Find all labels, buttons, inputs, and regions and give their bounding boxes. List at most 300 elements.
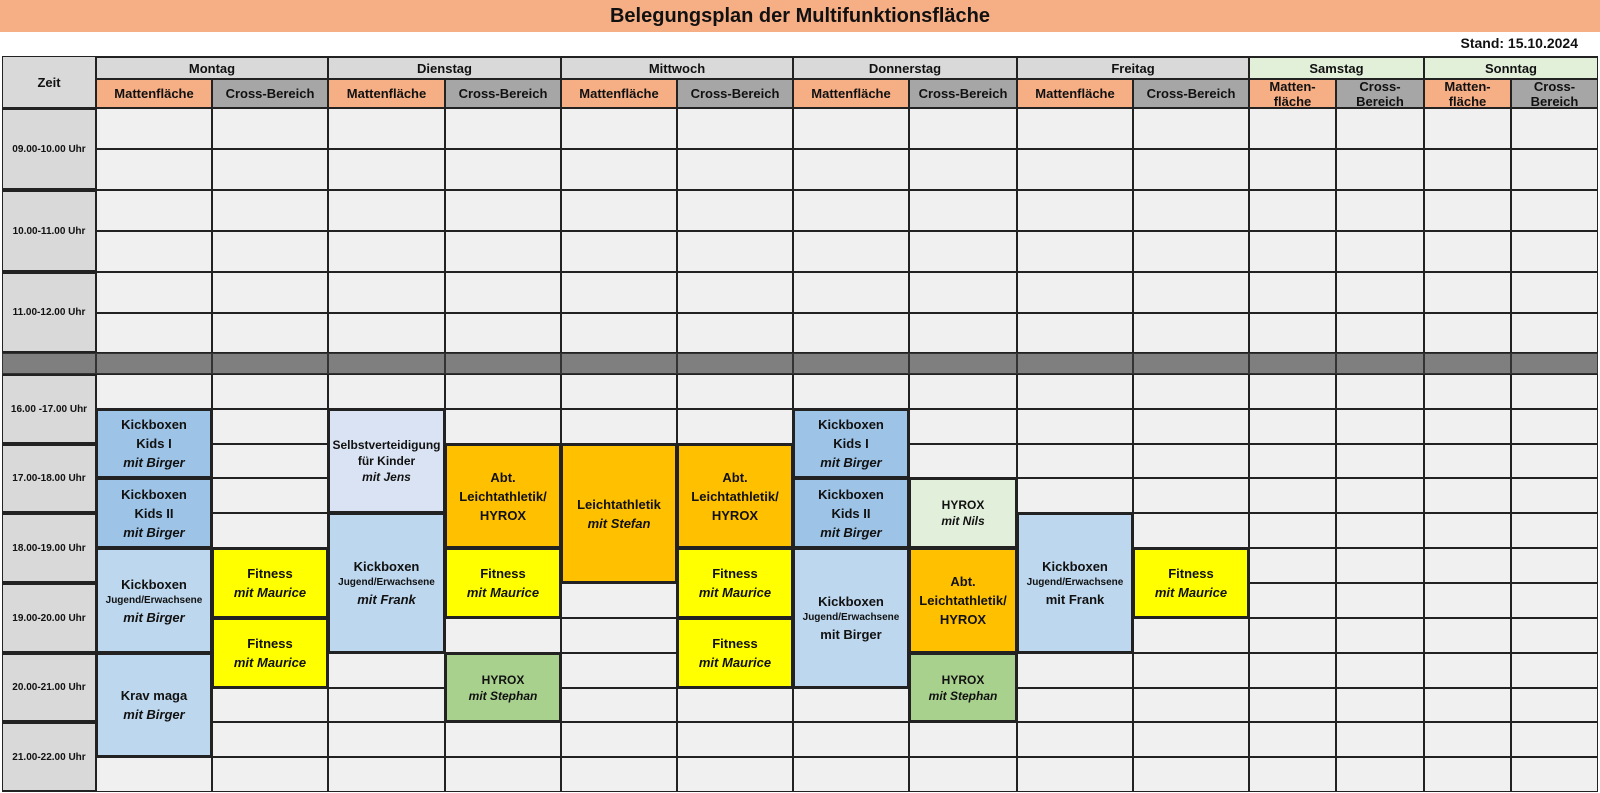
event-trainer: mit Maurice [1154, 585, 1228, 600]
event-trainer: mit Jens [362, 470, 411, 484]
empty-slot [1511, 548, 1598, 583]
event-title: Leichtathletik/ [919, 593, 1007, 608]
event-block[interactable] [96, 409, 212, 478]
empty-slot [677, 313, 793, 353]
event-trainer: mit Maurice [698, 655, 772, 670]
empty-slot [96, 190, 212, 231]
event-title: Leichtathletik/ [459, 488, 547, 504]
empty-slot [793, 272, 909, 313]
empty-slot [212, 272, 328, 313]
event-block[interactable] [445, 653, 561, 722]
mattenflaeche-header: Mattenfläche [561, 79, 677, 108]
event-block[interactable] [909, 548, 1017, 653]
event-title: Selbstverteidigung [332, 438, 441, 452]
event-trainer: mit Maurice [233, 585, 307, 600]
empty-slot [1017, 409, 1133, 444]
day-header: Samstag [1249, 56, 1424, 79]
empty-slot [1336, 444, 1424, 478]
event-title: HYROX [479, 507, 527, 523]
empty-slot [909, 374, 1017, 409]
empty-slot [1511, 688, 1598, 722]
day-header: Mittwoch [561, 56, 793, 79]
empty-slot [561, 757, 677, 792]
empty-slot [677, 757, 793, 792]
mattenflaeche-header: Matten- fläche [1249, 79, 1336, 108]
event-title: Fitness [712, 636, 758, 651]
event-title: für Kinder [357, 454, 416, 468]
empty-slot [1511, 653, 1598, 688]
empty-slot [1511, 374, 1598, 409]
empty-slot [1133, 653, 1249, 688]
empty-slot [445, 231, 561, 272]
empty-slot [677, 409, 793, 444]
event-block[interactable] [445, 444, 561, 548]
empty-slot [909, 149, 1017, 190]
empty-slot [1133, 231, 1249, 272]
empty-slot [445, 374, 561, 409]
event-block[interactable] [96, 478, 212, 548]
empty-slot [1511, 272, 1598, 313]
empty-slot [1133, 190, 1249, 231]
event-title: HYROX [941, 672, 985, 687]
event-title: Abt. [490, 469, 516, 485]
event-title: Abt. [950, 574, 976, 589]
empty-slot [561, 374, 677, 409]
empty-slot [909, 231, 1017, 272]
empty-slot [1336, 478, 1424, 513]
break-separator [2, 353, 96, 374]
empty-slot [1336, 722, 1424, 757]
event-block[interactable] [328, 409, 445, 513]
event-block[interactable] [909, 478, 1017, 548]
empty-slot [1249, 583, 1336, 618]
empty-slot [445, 757, 561, 792]
empty-slot [212, 374, 328, 409]
empty-slot [328, 757, 445, 792]
empty-slot [1336, 313, 1424, 353]
empty-slot [561, 409, 677, 444]
empty-slot [445, 149, 561, 190]
event-block[interactable] [677, 618, 793, 688]
break-separator [445, 353, 561, 374]
empty-slot [1336, 231, 1424, 272]
mattenflaeche-header: Mattenfläche [96, 79, 212, 108]
empty-slot [212, 108, 328, 149]
event-title: Kickboxen [818, 486, 884, 502]
time-label: 21.00-22.00 Uhr [2, 722, 96, 792]
cross-bereich-header: Cross-Bereich [445, 79, 561, 108]
empty-slot [1017, 688, 1133, 722]
empty-slot [1017, 374, 1133, 409]
empty-slot [445, 108, 561, 149]
event-block[interactable] [445, 548, 561, 618]
mattenflaeche-header: Mattenfläche [793, 79, 909, 108]
event-group: Jugend/Erwachsene [1026, 577, 1124, 588]
empty-slot [1336, 618, 1424, 653]
empty-slot [793, 313, 909, 353]
event-trainer: mit Birger [820, 627, 882, 642]
empty-slot [1017, 149, 1133, 190]
empty-slot [1249, 313, 1336, 353]
day-header: Montag [96, 56, 328, 79]
empty-slot [1336, 688, 1424, 722]
event-block[interactable] [677, 548, 793, 618]
empty-slot [1424, 444, 1511, 478]
empty-slot [1511, 513, 1598, 548]
empty-slot [1133, 313, 1249, 353]
event-block[interactable] [96, 548, 212, 653]
empty-slot [1424, 313, 1511, 353]
empty-slot [1336, 409, 1424, 444]
event-block[interactable] [677, 444, 793, 548]
event-block[interactable] [793, 409, 909, 478]
event-group: Jugend/Erwachsene [105, 594, 203, 606]
break-separator [1249, 353, 1336, 374]
cross-bereich-header: Cross-Bereich [212, 79, 328, 108]
empty-slot [1249, 653, 1336, 688]
empty-slot [1424, 231, 1511, 272]
empty-slot [677, 149, 793, 190]
event-trainer: mit Birger [820, 524, 882, 540]
empty-slot [561, 108, 677, 149]
empty-slot [445, 722, 561, 757]
time-label: 16.00 -17.00 Uhr [2, 374, 96, 444]
break-separator [96, 353, 212, 374]
empty-slot [1249, 444, 1336, 478]
empty-slot [1017, 444, 1133, 478]
event-title: Kids I [833, 436, 869, 451]
empty-slot [1017, 272, 1133, 313]
event-trainer: mit Stephan [928, 688, 998, 703]
empty-slot [212, 149, 328, 190]
event-title: Fitness [247, 566, 293, 581]
event-trainer: mit Frank [357, 592, 416, 607]
empty-slot [1017, 231, 1133, 272]
empty-slot [1424, 653, 1511, 688]
mattenflaeche-header: Matten- fläche [1424, 79, 1511, 108]
empty-slot [212, 478, 328, 513]
empty-slot [1133, 108, 1249, 149]
day-header: Dienstag [328, 56, 561, 79]
event-title: Kickboxen [353, 559, 420, 574]
empty-slot [793, 688, 909, 722]
empty-slot [1424, 108, 1511, 149]
empty-slot [561, 190, 677, 231]
empty-slot [96, 313, 212, 353]
empty-slot [1424, 583, 1511, 618]
event-group: Jugend/Erwachsene [338, 577, 435, 588]
empty-slot [1017, 653, 1133, 688]
empty-slot [793, 108, 909, 149]
empty-slot [677, 722, 793, 757]
empty-slot [909, 444, 1017, 478]
event-trainer: mit Frank [1045, 592, 1105, 607]
empty-slot [445, 409, 561, 444]
event-block[interactable] [1133, 548, 1249, 618]
event-trainer: mit Stefan [587, 515, 651, 531]
empty-slot [96, 757, 212, 792]
empty-slot [1133, 444, 1249, 478]
empty-slot [1017, 190, 1133, 231]
empty-slot [96, 149, 212, 190]
empty-slot [1424, 688, 1511, 722]
empty-slot [328, 653, 445, 688]
empty-slot [1511, 757, 1598, 792]
event-block[interactable] [212, 618, 328, 688]
empty-slot [677, 190, 793, 231]
event-title: Fitness [247, 636, 293, 651]
empty-slot [1133, 757, 1249, 792]
empty-slot [561, 722, 677, 757]
empty-slot [328, 108, 445, 149]
empty-slot [561, 231, 677, 272]
time-label: 09.00-10.00 Uhr [2, 108, 96, 190]
empty-slot [1017, 108, 1133, 149]
empty-slot [1511, 444, 1598, 478]
empty-slot [445, 272, 561, 313]
empty-slot [909, 757, 1017, 792]
event-title: HYROX [939, 612, 987, 627]
empty-slot [1249, 478, 1336, 513]
event-title: Kickboxen [121, 576, 187, 592]
event-trainer: mit Maurice [698, 585, 772, 600]
empty-slot [328, 374, 445, 409]
empty-slot [561, 653, 677, 688]
event-trainer: mit Maurice [466, 585, 540, 600]
empty-slot [328, 688, 445, 722]
empty-slot [328, 190, 445, 231]
empty-slot [1511, 722, 1598, 757]
event-trainer: mit Nils [941, 514, 985, 528]
break-separator [1017, 353, 1133, 374]
page-title: Belegungsplan der Multifunktionsfläche [0, 0, 1600, 32]
empty-slot [1336, 653, 1424, 688]
event-block[interactable] [909, 653, 1017, 722]
empty-slot [677, 231, 793, 272]
event-block[interactable] [793, 478, 909, 548]
empty-slot [1133, 374, 1249, 409]
empty-slot [445, 190, 561, 231]
empty-slot [1017, 757, 1133, 792]
empty-slot [1424, 548, 1511, 583]
empty-slot [1336, 513, 1424, 548]
empty-slot [909, 108, 1017, 149]
empty-slot [909, 272, 1017, 313]
empty-slot [1249, 618, 1336, 653]
event-block[interactable] [328, 513, 445, 653]
empty-slot [212, 757, 328, 792]
mattenflaeche-header: Mattenfläche [328, 79, 445, 108]
empty-slot [561, 272, 677, 313]
empty-slot [1249, 513, 1336, 548]
empty-slot [561, 688, 677, 722]
empty-slot [1424, 722, 1511, 757]
break-separator [909, 353, 1017, 374]
event-trainer: mit Birger [123, 455, 185, 470]
event-group: Jugend/Erwachsene [802, 612, 900, 623]
empty-slot [212, 313, 328, 353]
empty-slot [677, 272, 793, 313]
empty-slot [1336, 149, 1424, 190]
empty-slot [1336, 757, 1424, 792]
empty-slot [212, 409, 328, 444]
event-trainer: mit Birger [123, 707, 185, 722]
event-trainer: mit Birger [123, 609, 185, 625]
empty-slot [328, 313, 445, 353]
empty-slot [561, 149, 677, 190]
empty-slot [793, 722, 909, 757]
empty-slot [1249, 190, 1336, 231]
empty-slot [328, 272, 445, 313]
empty-slot [1017, 722, 1133, 757]
event-block[interactable] [1017, 513, 1133, 653]
empty-slot [1249, 409, 1336, 444]
cross-bereich-header: Cross- Bereich [1511, 79, 1598, 108]
empty-slot [1017, 478, 1133, 513]
break-separator [1511, 353, 1598, 374]
empty-slot [561, 313, 677, 353]
empty-slot [1424, 757, 1511, 792]
empty-slot [677, 108, 793, 149]
empty-slot [1511, 313, 1598, 353]
empty-slot [1424, 374, 1511, 409]
cross-bereich-header: Cross-Bereich [1133, 79, 1249, 108]
break-separator [793, 353, 909, 374]
break-separator [328, 353, 445, 374]
stand-date: Stand: 15.10.2024 [1460, 35, 1578, 51]
empty-slot [328, 149, 445, 190]
cross-bereich-header: Cross- Bereich [1336, 79, 1424, 108]
empty-slot [1133, 722, 1249, 757]
event-title: Kids II [134, 505, 174, 521]
empty-slot [212, 444, 328, 478]
empty-slot [1133, 478, 1249, 513]
day-header: Sonntag [1424, 56, 1598, 79]
event-title: Leichtathletik [577, 496, 661, 512]
cross-bereich-header: Cross-Bereich [909, 79, 1017, 108]
time-label: 10.00-11.00 Uhr [2, 190, 96, 272]
empty-slot [1249, 722, 1336, 757]
break-separator [561, 353, 677, 374]
empty-slot [1133, 409, 1249, 444]
empty-slot [96, 231, 212, 272]
empty-slot [1511, 149, 1598, 190]
empty-slot [96, 374, 212, 409]
empty-slot [1336, 374, 1424, 409]
empty-slot [1133, 149, 1249, 190]
empty-slot [909, 313, 1017, 353]
event-trainer: mit Birger [123, 524, 185, 540]
empty-slot [1249, 688, 1336, 722]
empty-slot [212, 190, 328, 231]
empty-slot [1424, 149, 1511, 190]
empty-slot [445, 313, 561, 353]
empty-slot [96, 108, 212, 149]
mattenflaeche-header: Mattenfläche [1017, 79, 1133, 108]
empty-slot [1249, 757, 1336, 792]
event-block[interactable] [793, 548, 909, 688]
empty-slot [328, 722, 445, 757]
empty-slot [909, 409, 1017, 444]
break-separator [1336, 353, 1424, 374]
time-label: 20.00-21.00 Uhr [2, 653, 96, 722]
empty-slot [1336, 548, 1424, 583]
empty-slot [909, 190, 1017, 231]
empty-slot [1249, 231, 1336, 272]
empty-slot [1249, 272, 1336, 313]
event-block[interactable] [561, 444, 677, 583]
break-separator [212, 353, 328, 374]
empty-slot [212, 231, 328, 272]
empty-slot [1424, 409, 1511, 444]
zeit-header: Zeit [2, 56, 96, 108]
empty-slot [1511, 108, 1598, 149]
empty-slot [1424, 618, 1511, 653]
empty-slot [1424, 478, 1511, 513]
event-title: Kids II [831, 505, 871, 521]
empty-slot [793, 149, 909, 190]
empty-slot [1424, 513, 1511, 548]
empty-slot [909, 722, 1017, 757]
event-block[interactable] [96, 653, 212, 757]
empty-slot [561, 618, 677, 653]
empty-slot [96, 272, 212, 313]
time-label: 19.00-20.00 Uhr [2, 583, 96, 653]
event-title: Kickboxen [121, 417, 187, 432]
empty-slot [328, 231, 445, 272]
empty-slot [1511, 409, 1598, 444]
empty-slot [793, 757, 909, 792]
empty-slot [1249, 374, 1336, 409]
empty-slot [1424, 190, 1511, 231]
empty-slot [212, 688, 328, 722]
event-title: Krav maga [120, 688, 188, 703]
empty-slot [677, 374, 793, 409]
event-title: Kickboxen [1042, 559, 1108, 574]
event-trainer: mit Maurice [233, 655, 307, 670]
empty-slot [1133, 618, 1249, 653]
break-separator [1424, 353, 1511, 374]
day-header: Donnerstag [793, 56, 1017, 79]
time-label: 11.00-12.00 Uhr [2, 272, 96, 353]
event-title: Abt. [722, 469, 748, 485]
event-title: Fitness [1168, 566, 1214, 581]
event-title: Kids I [136, 436, 172, 451]
empty-slot [1336, 108, 1424, 149]
empty-slot [677, 688, 793, 722]
break-separator [677, 353, 793, 374]
empty-slot [1424, 272, 1511, 313]
empty-slot [1133, 272, 1249, 313]
day-header: Freitag [1017, 56, 1249, 79]
empty-slot [561, 583, 677, 618]
event-title: Kickboxen [121, 486, 187, 502]
empty-slot [1133, 513, 1249, 548]
event-title: Kickboxen [818, 417, 884, 432]
empty-slot [1133, 688, 1249, 722]
empty-slot [1249, 108, 1336, 149]
empty-slot [1249, 548, 1336, 583]
empty-slot [1511, 583, 1598, 618]
event-block[interactable] [212, 548, 328, 618]
empty-slot [1511, 190, 1598, 231]
event-title: HYROX [481, 672, 525, 687]
empty-slot [1511, 478, 1598, 513]
empty-slot [793, 190, 909, 231]
empty-slot [1336, 272, 1424, 313]
event-title: Kickboxen [818, 594, 884, 609]
event-title: HYROX [711, 507, 759, 523]
